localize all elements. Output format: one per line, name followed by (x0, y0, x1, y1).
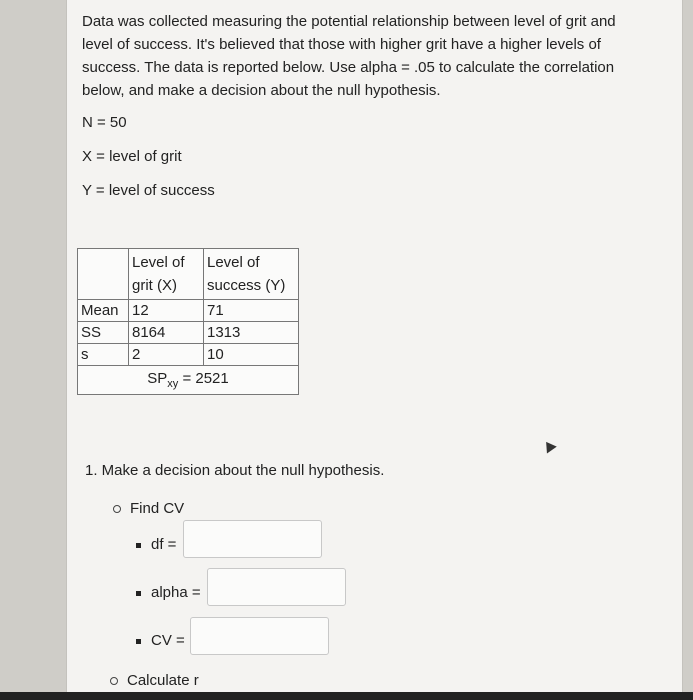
sp-cell (78, 366, 299, 395)
alpha-item (136, 584, 201, 601)
header-x: Level of grit (X) (129, 249, 204, 300)
alpha-label: alpha = (151, 584, 201, 601)
df-input[interactable] (183, 520, 322, 558)
circle-bullet-icon (110, 677, 118, 685)
y-line: Y = level of success (82, 182, 215, 199)
df-label: df = (151, 536, 177, 553)
sp-row (78, 366, 299, 395)
table-header-row (78, 249, 299, 300)
cv-input[interactable] (190, 617, 329, 655)
find-cv-item (113, 500, 184, 517)
cell-x: 2 (129, 344, 204, 366)
header-empty-cell (78, 249, 129, 300)
cell-y: 71 (204, 300, 299, 322)
sp-label: SP (147, 370, 168, 387)
df-item (136, 536, 176, 553)
cv-label: CV = (151, 632, 185, 649)
bottom-bar (0, 692, 693, 700)
cell-y: 10 (204, 344, 299, 366)
row-label: Mean (78, 300, 129, 322)
cell-y: 1313 (204, 322, 299, 344)
square-bullet-icon (136, 639, 141, 644)
row-label: SS (78, 322, 129, 344)
cell-x: 8164 (129, 322, 204, 344)
cell-x: 12 (129, 300, 204, 322)
n-line: N = 50 (82, 114, 127, 131)
sp-subscript: xy (167, 378, 179, 390)
table-row (78, 322, 299, 344)
alpha-input[interactable] (207, 568, 346, 606)
problem-intro: Data was collected measuring the potential relationship between level of grit and level of success. It's believed that those with higher grit have a higher levels of success. The data is reported below. Use alpha = .05 to calculate the correlation below, and make a decision about the null hypothesis. (82, 13, 616, 99)
sp-value: = 2521 (182, 370, 229, 387)
header-y: Level of success (Y) (204, 249, 299, 300)
calculate-r-label: Calculate r (127, 672, 199, 689)
row-label: s (78, 344, 129, 366)
table-row (78, 344, 299, 366)
stats-table (77, 248, 299, 395)
calculate-r-item (110, 672, 199, 689)
question-title: 1. Make a decision about the null hypothesis. (85, 462, 385, 479)
x-line: X = level of grit (82, 148, 182, 165)
table-row (78, 300, 299, 322)
circle-bullet-icon (113, 505, 121, 513)
square-bullet-icon (136, 591, 141, 596)
square-bullet-icon (136, 543, 141, 548)
cv-item (136, 632, 185, 649)
find-cv-label: Find CV (130, 500, 185, 517)
